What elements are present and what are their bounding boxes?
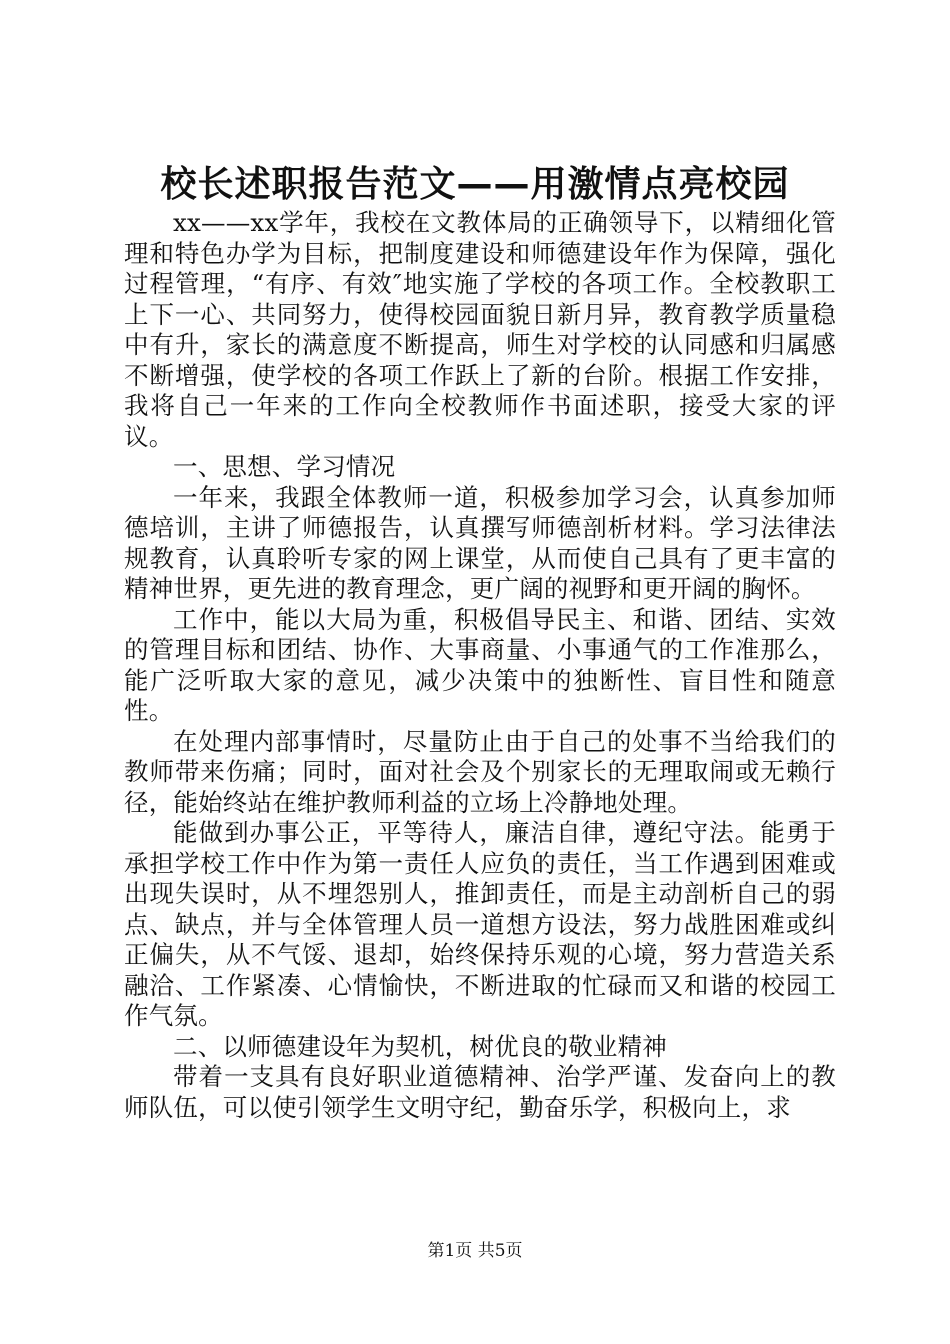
document-title: 校长述职报告范文——用激情点亮校园 [160,164,790,205]
page-number-footer: 第1页 共5页 [427,1241,523,1261]
document-body [124,208,836,1123]
paragraph-intro: xx——xx学年，我校在文教体局的正确领导下，以精细化管理和特色办学为目标，把制度建设和师德建设年作为保障，强化过程管理，“有序、有效″地实施了学校的各项工作。全校教职工上下一心、共同努力，使得校园面貌日新月异，教育教学质量稳中有升，家长的满意度不断提高，师生对学校的认同感和归属感不断增强，使学校的各项工作跃上了新的台阶。根据工作安排，我将自己一年来的工作向全校教师作书面述职，接受大家的评议。 [124,208,836,451]
paragraph-study: 一年来，我跟全体教师一道，积极参加学习会，认真参加师德培训，主讲了师德报告，认真撰写师德剖析材料。学习法律法规教育，认真聆听专家的网上课堂，从而使自己具有了更丰富的精神世界，更先进的教育理念，更广阔的视野和更开阔的胸怀。 [124,482,836,603]
section-heading-2: 二、以师德建设年为契机，树优良的敬业精神 [173,1031,667,1061]
paragraph-internal-affairs: 在处理内部事情时，尽量防止由于自己的处事不当给我们的教师带来伤痛；同时，面对社会及个别家长的无理取闹或无赖行径，能始终站在维护教师利益的立场上冷静地处理。 [124,726,836,817]
paragraph-integrity: 能做到办事公正，平等待人，廉洁自律，遵纪守法。能勇于承担学校工作中作为第一责任人应负的责任，当工作遇到困难或出现失误时，从不埋怨别人，推卸责任，而是主动剖析自己的弱点、缺点，并与全体管理人员一道想方设法，努力战胜困难或纠正偏失，从不气馁、退却，始终保持乐观的心境，努力营造关系融洽、工作紧凑、心情愉快，不断进取的忙碌而又和谐的校园工作气氛。 [124,818,836,1030]
section-heading-1: 一、思想、学习情况 [173,452,396,481]
paragraph-teacher-team: 带着一支具有良好职业道德精神、治学严谨、发奋向上的教师队伍，可以使引领学生文明守纪，勤奋乐学，积极向上，求 [124,1062,836,1122]
paragraph-work: 工作中，能以大局为重，积极倡导民主、和谐、团结、实效的管理目标和团结、协作、大事商量、小事通气的工作准那么，能广泛听取大家的意见，减少决策中的独断性、盲目性和随意性。 [124,604,836,725]
